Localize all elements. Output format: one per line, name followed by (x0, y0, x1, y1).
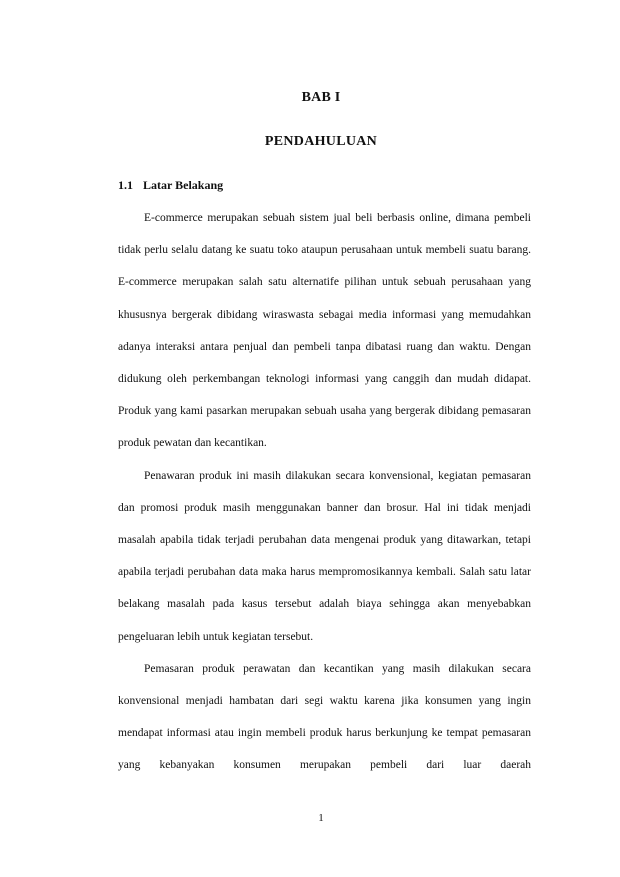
section-number: 1.1 (118, 178, 133, 192)
section-heading (118, 178, 223, 193)
paragraph: Pemasaran produk perawatan dan kecantikan yang masih dilakukan secara konvensional menjadi hambatan dari segi waktu karena jika konsumen yang ingin mendapat informasi atau ingin membeli produk harus berkunjung ke tempat pemasaran yang kebanyakan konsumen merupakan pembeli dari luar daerah (118, 662, 531, 772)
paragraph: E-commerce merupakan sebuah sistem jual beli berbasis online, dimana pembeli tidak perlu selalu datang ke suatu toko ataupun perusahaan untuk membeli suatu barang. E-commerce merupakan salah satu alternatife pilihan untuk sebuah perusahaan yang khususnya bergerak dibidang wiraswasta sebagai media informasi yang memudahkan adanya interaksi antara penjual dan pembeli tanpa dibatasi ruang dan waktu. Dengan didukung oleh perkembangan teknologi informasi yang canggih dan mudah didapat. Produk yang kami pasarkan merupakan sebuah usaha yang bergerak dibidang pemasaran produk pewatan dan kecantikan. (118, 212, 531, 450)
paragraph: Penawaran produk ini masih dilakukan secara konvensional, kegiatan pemasaran dan promosi produk masih menggunakan banner dan brosur. Hal ini tidak menjadi masalah apabila tidak terjadi perubahan data mengenai produk yang ditawarkan, tetapi apabila terjadi perubahan data maka harus mempromosikannya kembali. Salah satu latar belakang masalah pada kasus tersebut adalah biaya sehingga akan menyebabkan pengeluaran lebih untuk kegiatan tersebut. (118, 469, 531, 643)
chapter-title: PENDAHULUAN (264, 134, 378, 149)
page-number: 1 (318, 812, 324, 824)
section-title: Latar Belakang (143, 178, 224, 192)
chapter-number: BAB I (301, 90, 341, 105)
body-text (118, 202, 531, 782)
